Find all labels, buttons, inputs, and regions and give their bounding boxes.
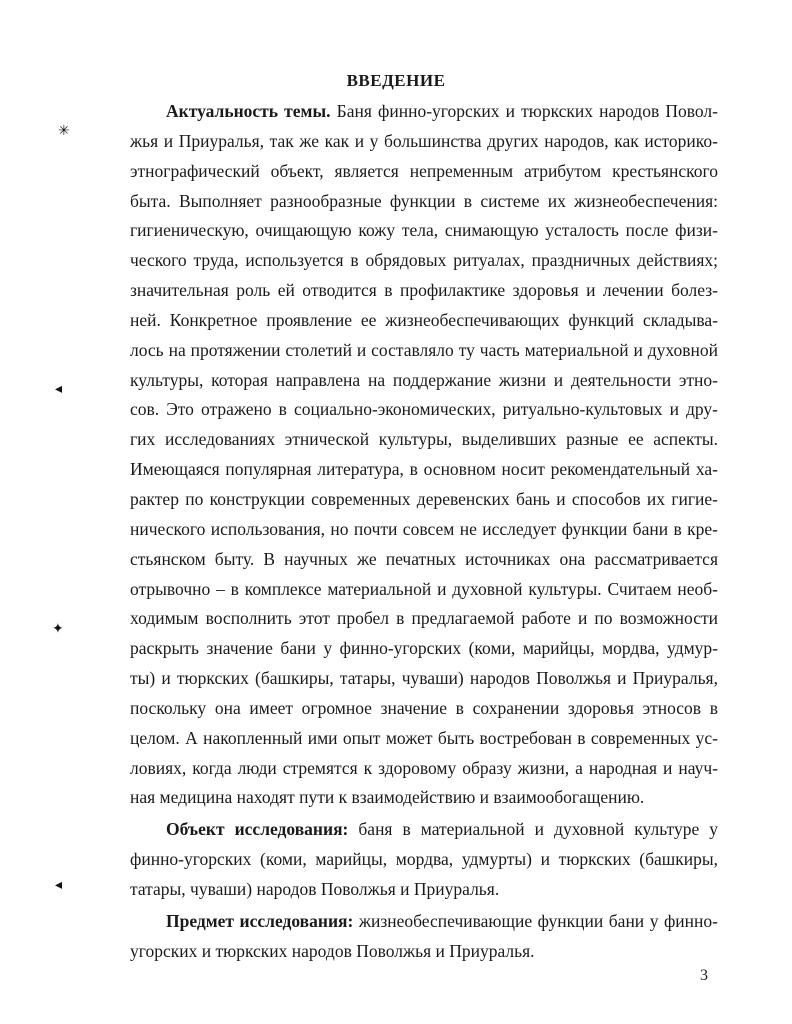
page-title: ВВЕДЕНИЕ	[346, 71, 446, 90]
section-label: Объект исследования:	[166, 819, 349, 840]
text-line	[130, 907, 718, 937]
scan-mark-icon: ◂	[55, 877, 63, 893]
text-line: жья и Приуралья, так же как и у большинства других народов, как историко-	[130, 130, 718, 151]
text-line: ходимым восполнить этот пробел в предлагаемой работе и по возможности	[130, 608, 718, 629]
line-text: жизнеобеспечивающие функции бани у финно-	[353, 910, 718, 931]
body-text	[130, 97, 718, 966]
scan-mark-icon: ✦	[52, 621, 64, 637]
text-line: ней. Конкретное проявление ее жизнеобеспечивающих функций складыва-	[130, 309, 718, 330]
text-line: рактер по конструкции современных деревенских бань и способов их гигие-	[130, 488, 718, 509]
text-line: финно-угорских (коми, марийцы, мордва, удмурты) и тюркских (башкиры,	[130, 849, 718, 870]
text-line: раскрыть значение бани у финно-угорских (коми, марийцы, мордва, удмур-	[130, 638, 718, 659]
text-line: значительная роль ей отводится в профилактике здоровья и лечении болез-	[130, 280, 718, 301]
text-line: ная медицина находят пути к взаимодействию и взаимообогащению.	[130, 787, 645, 808]
line-text: баня в материальной и духовной культуре у	[348, 819, 718, 840]
text-line: ческого труда, используется в обрядовых ритуалах, праздничных действиях;	[130, 250, 718, 271]
text-line: стьянском быту. В научных же печатных источниках она рассматривается	[130, 548, 718, 569]
scan-mark-icon: ✳	[58, 123, 70, 139]
page-number: 3	[700, 967, 708, 984]
text-line: этнографический объект, является непременным атрибутом крестьянского	[130, 160, 718, 181]
text-line: гих исследованиях этнической культуры, выделивших разные ее аспекты.	[130, 429, 718, 450]
text-line: поскольку она имеет огромное значение в сохранении здоровья этносов в	[130, 697, 718, 718]
text-line: ты) и тюркских (башкиры, татары, чуваши) народов Поволжья и Приуралья,	[130, 668, 718, 689]
text-line: гигиеническую, очищающую кожу тела, снимающую усталость после физи-	[130, 220, 718, 241]
text-line: лось на протяжении столетий и составляло ту часть материальной и духовной	[130, 339, 718, 360]
text-line: быта. Выполняет разнообразные функции в системе их жизнеобеспечения:	[130, 190, 718, 211]
text-line: целом. А накопленный ими опыт может быть востребован в современных ус-	[130, 727, 718, 748]
text-line	[130, 97, 718, 127]
section-label: Предмет исследования:	[166, 910, 354, 931]
text-line: угорских и тюркских народов Поволжья и Приуралья.	[130, 940, 535, 961]
text-line: сов. Это отражено в социально-экономических, ритуально-культовых и дру-	[130, 399, 718, 420]
text-line: ловиях, когда люди стремятся к здоровому образу жизни, а народная и науч-	[130, 757, 718, 778]
text-line: отрывочно – в комплексе материальной и духовной культуры. Считаем необ-	[130, 578, 718, 599]
text-line: нического использования, но почти совсем не исследует функции бани в кре-	[130, 518, 718, 539]
text-line: Имеющаяся популярная литература, в основном носит рекомендательный ха-	[130, 459, 718, 480]
text-line: татары, чуваши) народов Поволжья и Приуралья.	[130, 878, 500, 899]
text-line: культуры, которая направлена на поддержание жизни и деятельности этно-	[130, 369, 718, 390]
scan-mark-icon: ◂	[55, 381, 63, 397]
section-label: Актуальность темы.	[166, 101, 331, 121]
line-text: Баня финно-угорских и тюркских народов Повол-	[330, 101, 718, 121]
text-line	[130, 815, 718, 845]
